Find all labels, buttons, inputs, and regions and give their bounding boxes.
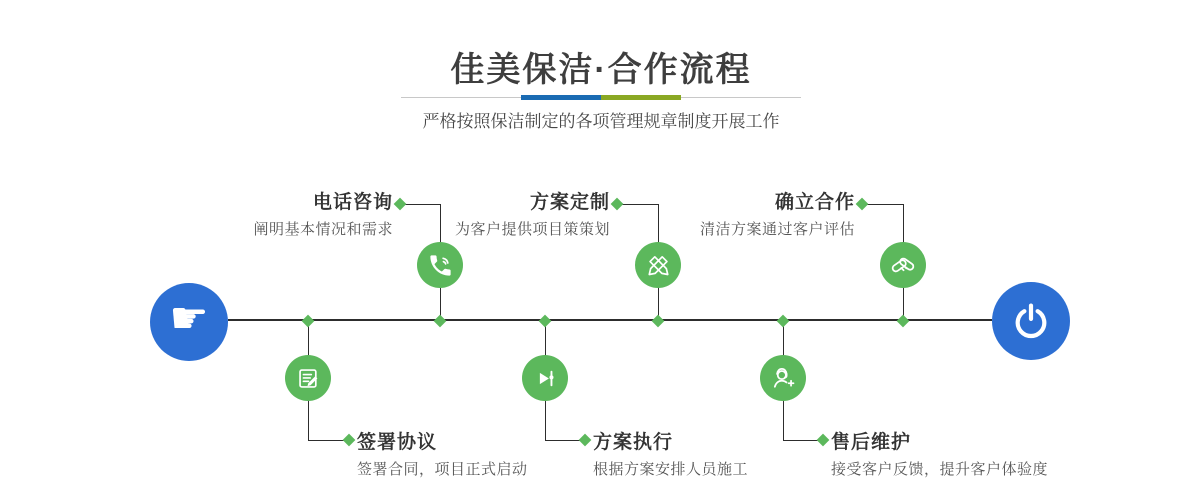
step-label-phone-consult [253, 187, 393, 239]
step-desc: 阐明基本情况和需求 [253, 221, 393, 238]
timeline-diamond [652, 315, 665, 328]
page-subtitle: 严格按照保洁制定的各项管理规章制度开展工作 [422, 112, 780, 131]
label-diamond [611, 198, 624, 211]
label-diamond [579, 434, 592, 447]
step-title: 确立合作 [774, 192, 855, 213]
step-label-establish-cooperation [700, 187, 855, 239]
step-label-aftersale-support [831, 427, 1048, 479]
step-title: 方案定制 [529, 192, 610, 213]
power-icon [1010, 300, 1052, 342]
step-label-sign-agreement [357, 427, 528, 479]
node-establish-cooperation [880, 242, 926, 288]
step-title: 方案执行 [593, 432, 674, 453]
pointing-hand-icon: ☛ [169, 293, 209, 344]
step-desc: 接受客户反馈，提升客户体验度 [831, 461, 1049, 478]
label-diamond [343, 434, 356, 447]
divider-accent-green [601, 95, 681, 100]
node-sign-agreement [285, 355, 331, 401]
end-node [992, 282, 1070, 360]
step-title: 签署协议 [357, 432, 438, 453]
node-plan-execute [522, 355, 568, 401]
step-desc: 为客户提供项目策策划 [454, 221, 610, 238]
step-title: 售后维护 [831, 432, 912, 453]
node-aftersale-support [760, 355, 806, 401]
label-diamond [394, 198, 407, 211]
start-node [150, 283, 228, 361]
divider-accent-bar [521, 95, 681, 100]
timeline-diamond [539, 315, 552, 328]
timeline-diamond [897, 315, 910, 328]
node-phone-consult [417, 242, 463, 288]
timeline-diamond [777, 315, 790, 328]
support-agent-icon [769, 364, 797, 392]
step-desc: 清洁方案通过客户评估 [699, 221, 855, 238]
step-desc: 根据方案安排人员施工 [593, 461, 749, 478]
divider-accent-blue [521, 95, 601, 100]
timeline-diamond [434, 315, 447, 328]
contract-edit-icon [295, 365, 322, 392]
step-title: 电话咨询 [312, 192, 393, 213]
label-diamond [856, 198, 869, 211]
node-plan-customize [635, 242, 681, 288]
timeline-main-line [228, 319, 992, 321]
play-slider-icon [532, 365, 559, 392]
step-label-plan-execute [593, 427, 748, 479]
step-label-plan-customize [455, 187, 610, 239]
label-diamond [817, 434, 830, 447]
handshake-icon [889, 251, 917, 279]
crossed-pencils-icon [645, 252, 672, 279]
step-desc: 签署合同，项目正式启动 [357, 461, 528, 478]
page-title: 佳美保洁·合作流程 [450, 51, 752, 89]
timeline-diamond [302, 315, 315, 328]
phone-icon [427, 252, 454, 279]
